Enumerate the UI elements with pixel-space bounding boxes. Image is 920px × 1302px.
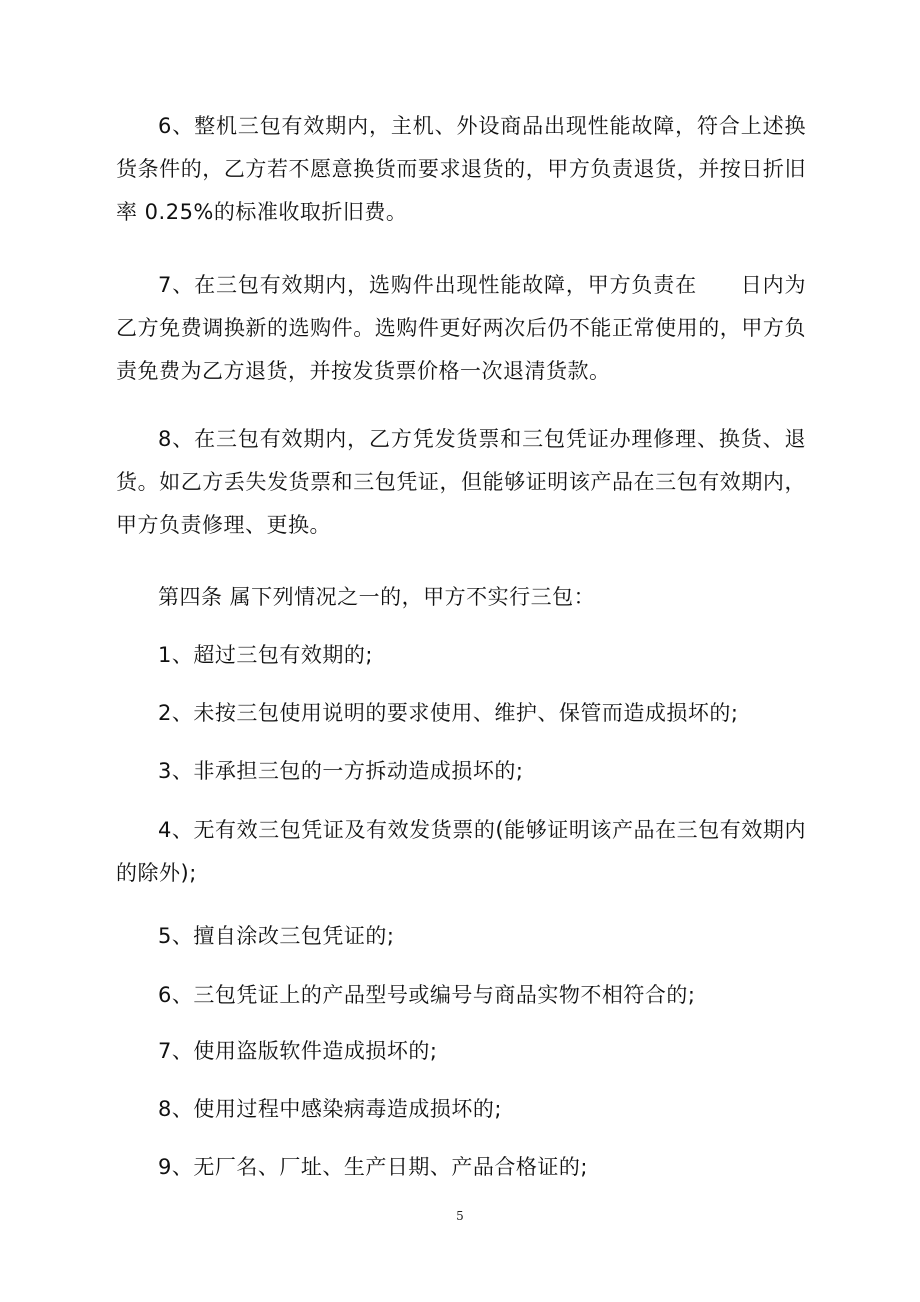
paragraph-clause-7-optional-parts: 7、在三包有效期内，选购件出现性能故障，甲方负责在 日内为乙方免费调换新的选购件。选购件更好两次后仍不能正常使用的，甲方负责免费为乙方退货，并按发货票价格一次退清货款。	[116, 273, 806, 383]
exclusion-item-7: 7、使用盗版软件造成损坏的;	[158, 1039, 438, 1063]
exclusion-item-4: 4、无有效三包凭证及有效发货票的(能够证明该产品在三包有效期内的除外);	[116, 818, 806, 885]
exclusion-item-6: 6、三包凭证上的产品型号或编号与商品实物不相符合的;	[158, 983, 696, 1007]
exclusion-item-2: 2、未按三包使用说明的要求使用、维护、保管而造成损坏的;	[158, 701, 739, 725]
paragraph-clause-8-invoice-certificate: 8、在三包有效期内，乙方凭发货票和三包凭证办理修理、换货、退货。如乙方丢失发货票和三包凭证，但能够证明该产品在三包有效期内，甲方负责修理、更换。	[116, 427, 806, 537]
article-4-heading: 第四条 属下列情况之一的，甲方不实行三包：	[158, 585, 596, 609]
exclusion-item-3: 3、非承担三包的一方拆动造成损坏的;	[158, 759, 524, 783]
exclusion-item-1: 1、超过三包有效期的;	[158, 643, 373, 667]
paragraph-clause-6-exchange-refund: 6、整机三包有效期内，主机、外设商品出现性能故障，符合上述换货条件的，乙方若不愿意换货而要求退货的，甲方负责退货，并按日折旧率 0.25%的标准收取折旧费。	[116, 114, 806, 224]
exclusion-item-9: 9、无厂名、厂址、生产日期、产品合格证的;	[158, 1155, 588, 1179]
page-number: 5	[456, 1209, 464, 1223]
exclusion-item-5: 5、擅自涂改三包凭证的;	[158, 924, 395, 948]
exclusion-item-8: 8、使用过程中感染病毒造成损坏的;	[158, 1097, 502, 1121]
